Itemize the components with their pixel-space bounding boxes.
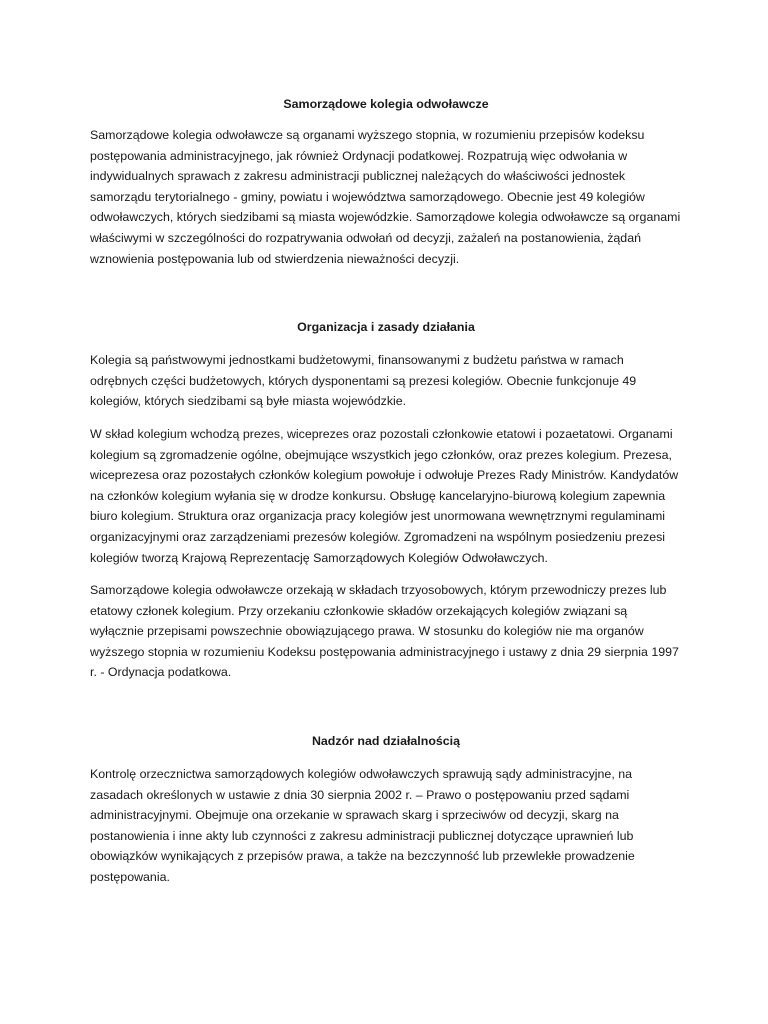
paragraph-composition: W skład kolegium wchodzą prezes, wiceprezes oraz pozostali członkowie etatowi i pozaetatowi. Organami kolegium są zgromadzenie ogólne, obejmujące wszystkich jego członków, oraz prezes kolegium. Prezesa, wiceprezesa oraz pozostałych członków kolegium powołuje i odwołuje Prezes Rady Ministrów. Kandydatów na członków kolegium wyłania się w drodze konkursu. Obsługę kancelaryjno-biurową kolegium zapewnia biuro kolegium. Struktura oraz organizacja pracy kolegiów jest unormowana wewnętrznymi regulaminami organizacyjnymi oraz zarządzeniami prezesów kolegiów. Zgromadzeni na wspólnym posiedzeniu prezesi kolegiów tworzą Krajową Reprezentację Samorządowych Kolegiów Odwoławczych.: [90, 426, 679, 565]
paragraph-budget-units: Kolegia są państwowymi jednostkami budżetowymi, finansowanymi z budżetu państwa w ramach odrębnych części budżetowych, których dysponentami są prezesi kolegiów. Obecnie funkcjonuje 49 kolegiów, których siedzibami są byłe miasta wojewódzkie.: [90, 353, 637, 409]
section-heading-samorzadowe-kolegia: Samorządowe kolegia odwoławcze: [283, 97, 489, 111]
paragraph-supervision: Kontrolę orzecznictwa samorządowych kolegiów odwoławczych sprawują sądy administracyjne, na zasadach określonych w ustawie z dnia 30 sierpnia 2002 r. – Prawo o postępowaniu przed sądami administracyjnymi. Obejmuje ona orzekanie w sprawach skarg i sprzeciwów od decyzji, skarg na postanowienia i inne akty lub czynności z zakresu administracji publicznej dotyczące uprawnień lub obowiązków wynikających z przepisów prawa, a także na bezczynność lub przewlekłe prowadzenie postępowania.: [90, 767, 635, 885]
paragraph-introduction: Samorządowe kolegia odwoławcze są organami wyższego stopnia, w rozumieniu przepisów kodeksu postępowania administracyjnego, jak również Ordynacji podatkowej. Rozpatrują więc odwołania w indywidualnych sprawach z zakresu administracji publicznej należących do właściwości jednostek samorządu terytorialnego - gminy, powiatu i województwa samorządowego. Obecnie jest 49 kolegiów odwoławczych, których siedzibami są miasta wojewódzkie. Samorządowe kolegia odwoławcze są organami właściwymi w szczególności do rozpatrywania odwołań od decyzji, zażaleń na postanowienia, żądań wznowienia postępowania lub od stwierdzenia nieważności decyzji.: [90, 128, 681, 266]
paragraph-adjudication: Samorządowe kolegia odwoławcze orzekają w składach trzyosobowych, którym przewodniczy prezes lub etatowy członek kolegium. Przy orzekaniu członkowie składów orzekających kolegiów związani są wyłącznie przepisami powszechnie obowiązującego prawa. W stosunku do kolegiów nie ma organów wyższego stopnia w rozumieniu Kodeksu postępowania administracyjnego i ustawy z dnia 29 sierpnia 1997 r. - Ordynacja podatkowa.: [90, 583, 679, 680]
section-heading-organizacja: Organizacja i zasady działania: [297, 320, 475, 335]
document-body: [90, 94, 682, 888]
section-heading-nadzor: Nadzór nad działalnością: [311, 734, 461, 749]
